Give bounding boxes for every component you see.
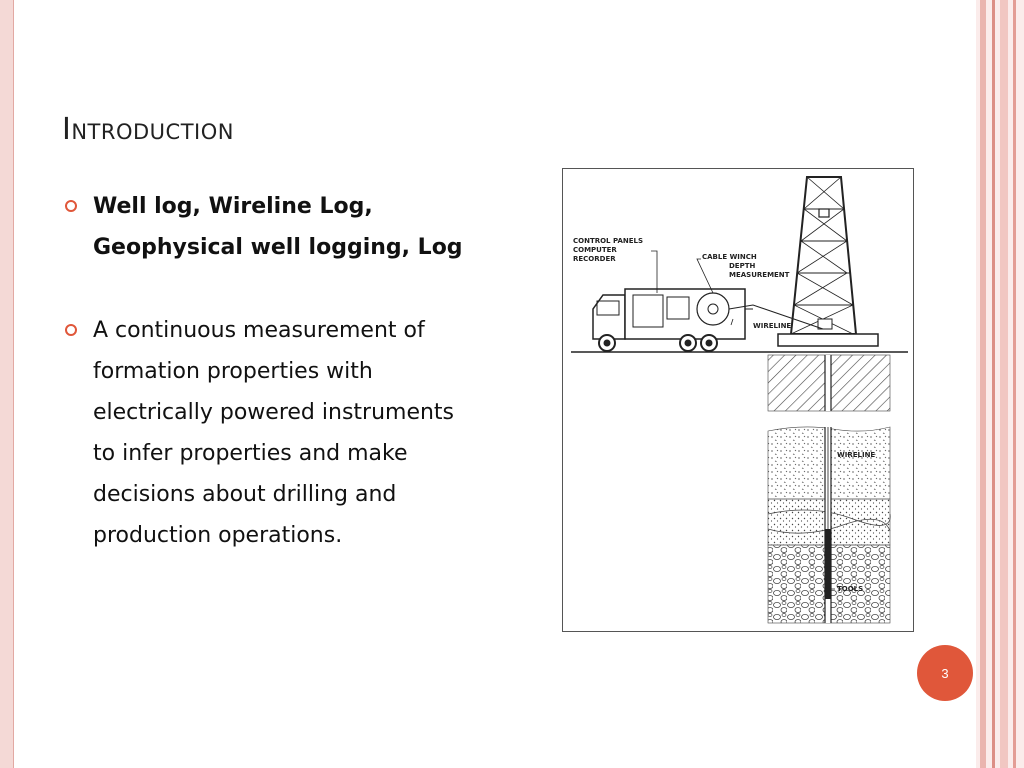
label-control-panels: CONTROL PANELS	[573, 237, 644, 245]
label-computer: COMPUTER	[573, 246, 617, 254]
bullet-line: production operations.	[93, 523, 343, 548]
slide-title: Introduction	[62, 112, 234, 147]
label-tools: TOOLS	[837, 585, 864, 593]
drilling-derrick	[778, 177, 878, 346]
logging-truck-icon	[593, 289, 753, 351]
bullet-item-definition	[64, 310, 534, 556]
bullet-line: Well log, Wireline Log,	[93, 194, 373, 219]
page-number: 3	[941, 665, 949, 681]
bullet-line: A continuous measurement of	[93, 318, 425, 343]
well-logging-diagram	[562, 168, 914, 632]
bullet-marker-icon	[65, 200, 77, 212]
right-frame-border	[976, 0, 1024, 768]
bullet-line: electrically powered instruments	[93, 400, 455, 425]
bullet-line: formation properties with	[93, 359, 373, 384]
bullet-definition-text	[93, 310, 534, 556]
bullet-list	[64, 186, 534, 556]
left-frame-border	[0, 0, 14, 768]
label-depth: DEPTH	[729, 262, 756, 270]
page-number-badge	[917, 645, 973, 701]
label-recorder: RECORDER	[573, 255, 616, 263]
bullet-marker-icon	[65, 324, 77, 336]
bullet-line: to infer properties and make	[93, 441, 408, 466]
label-measurement: MEASUREMENT	[729, 271, 790, 279]
label-wireline-borehole: WIRELINE	[837, 451, 876, 459]
bullet-line: decisions about drilling and	[93, 482, 397, 507]
label-wireline-surface: WIRELINE	[753, 322, 792, 330]
borehole-upper	[825, 355, 831, 411]
bullet-terms-text	[93, 186, 534, 268]
label-cable-winch: CABLE WINCH	[702, 253, 757, 261]
well-logging-diagram-svg	[563, 169, 913, 631]
bullet-item-terms	[64, 186, 534, 268]
bullet-line: Geophysical well logging, Log	[93, 235, 463, 260]
